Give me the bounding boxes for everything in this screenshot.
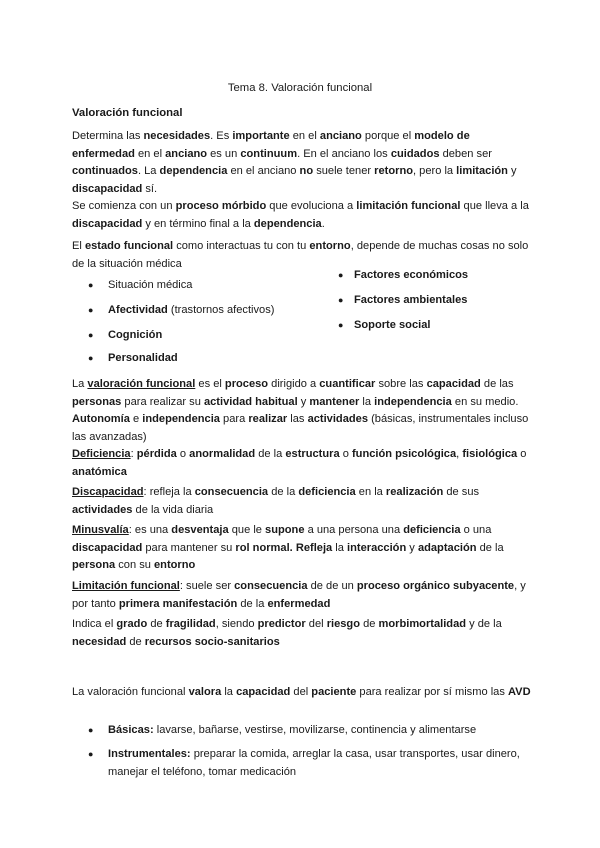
- paragraph-valoracion-funcional: La valoración funcional es el proceso dirigido a cuantificar sobre las capacidad de las personas para realizar su actividad habitual y mantener la independencia en su medio. Autonomía e independencia para realizar las actividades (básicas, instrumentales incluso las avanzadas): [72, 378, 529, 443]
- bullet-icon: ●: [88, 280, 94, 290]
- bullet-icon: ●: [88, 353, 94, 363]
- paragraph-fragilidad: Indica el grado de fragilidad, siendo predictor del riesgo de morbimortalidad y de la necesidad de recursos socio-sanitarios: [72, 618, 502, 648]
- bullet-icon: ●: [88, 749, 94, 759]
- bullet-icon: ●: [88, 305, 94, 315]
- document-page: Tema 8. Valoración funcional Valoración funcional Determina las necesidades. Es importante en el anciano porque el modelo de enfermedad en el anciano es un continuum. En el anciano los cuidados deben ser continuados. La dependencia en el anciano no suele tener retorno, pero la limitación y discapacidad sí. Se comienza con un proceso mórbido que evoluciona a limitación funcional que lleva a la discapacidad y en término final a la dependencia. El estado funcional como interactuas tu con tu entorno, depende de muchas cosas no solo de la situación médica ● Situación médica ● Afectividad (trastornos afectivos) ● Cognición ● Personalidad ● Factores económicos ● Factores ambientales ● Soporte social La valoración funcional es el proceso dirigido a cuantificar sobre las capacidad de las personas para realizar su actividad habitual y mantener la independencia en su medio. Autonomía e independencia para realizar las actividades (básicas, instrumentales incluso las avanzadas) Deficiencia: pérdida o anormalidad de la estructura o función psicológica, fisiológica o anatómica Discapacidad: refleja la consecuencia de la deficiencia en la realización de sus actividades de la vida diaria Minusvalía: es una desventaja que le supone a una persona una deficiencia o una discapacidad para mantener su rol normal. Refleja la interacción y adaptación de la persona con su entorno Limitación funcional: suele ser consecuencia de de un proceso orgánico subyacente, y por tanto primera manifestación de la enfermedad Indica el grado de fragilidad, siendo predictor del riesgo de morbimortalidad y de la necesidad de recursos socio-sanitarios La valoración funcional valora la capacidad del paciente para realizar por sí mismo las AVD ● Básicas: lavarse, bañarse, vestirse, movilizarse, continencia y alimentarse ● Instrumentales: preparar la comida, arreglar la casa, usar transportes, usar dinero, manejar el teléfono, tomar medicación: [0, 0, 600, 848]
- paragraph-discapacidad: Discapacidad: refleja la consecuencia de la deficiencia en la realización de sus actividades de la vida diaria: [72, 486, 480, 516]
- list-item: ● Instrumentales: preparar la comida, arreglar la casa, usar transportes, usar dinero, manejar el teléfono, tomar medicación: [88, 748, 520, 778]
- document-title: Tema 8. Valoración funcional: [227, 82, 373, 94]
- bullet-icon: ●: [338, 295, 344, 305]
- paragraph-deficiencia: Deficiencia: pérdida o anormalidad de la estructura o función psicológica, fisiológica o anatómica: [72, 448, 527, 478]
- section-heading: Valoración funcional: [72, 107, 183, 119]
- paragraph-estado-funcional: El estado funcional como interactuas tu con tu entorno, depende de muchas cosas no solo de la situación médica: [72, 240, 529, 270]
- paragraph-avd: La valoración funcional valora la capacidad del paciente para realizar por sí mismo las AVD: [72, 686, 531, 698]
- bullet-icon: ●: [88, 330, 94, 340]
- paragraph-proceso: Se comienza con un proceso mórbido que evoluciona a limitación funcional que lleva a la discapacidad y en término final a la dependencia.: [72, 200, 529, 230]
- paragraph-minusvalia: Minusvalía: es una desventaja que le supone a una persona una deficiencia o una discapacidad para mantener su rol normal. Refleja la interacción y adaptación de la persona con su entorno: [72, 524, 504, 571]
- bullet-icon: ●: [338, 270, 344, 280]
- paragraph-necesidades: Determina las necesidades. Es importante en el anciano porque el modelo de enfermedad en el anciano es un continuum. En el anciano los cuidados deben ser continuados. La dependencia en el anciano no suele tener retorno, pero la limitación y discapacidad sí.: [72, 130, 517, 195]
- list-item: ● Básicas: lavarse, bañarse, vestirse, movilizarse, continencia y alimentarse: [88, 722, 538, 740]
- bullet-icon: ●: [338, 320, 344, 330]
- paragraph-limitacion-funcional: Limitación funcional: suele ser consecuencia de de un proceso orgánico subyacente, y por tanto primera manifestación de la enfermedad: [72, 580, 526, 610]
- bullet-icon: ●: [88, 725, 94, 735]
